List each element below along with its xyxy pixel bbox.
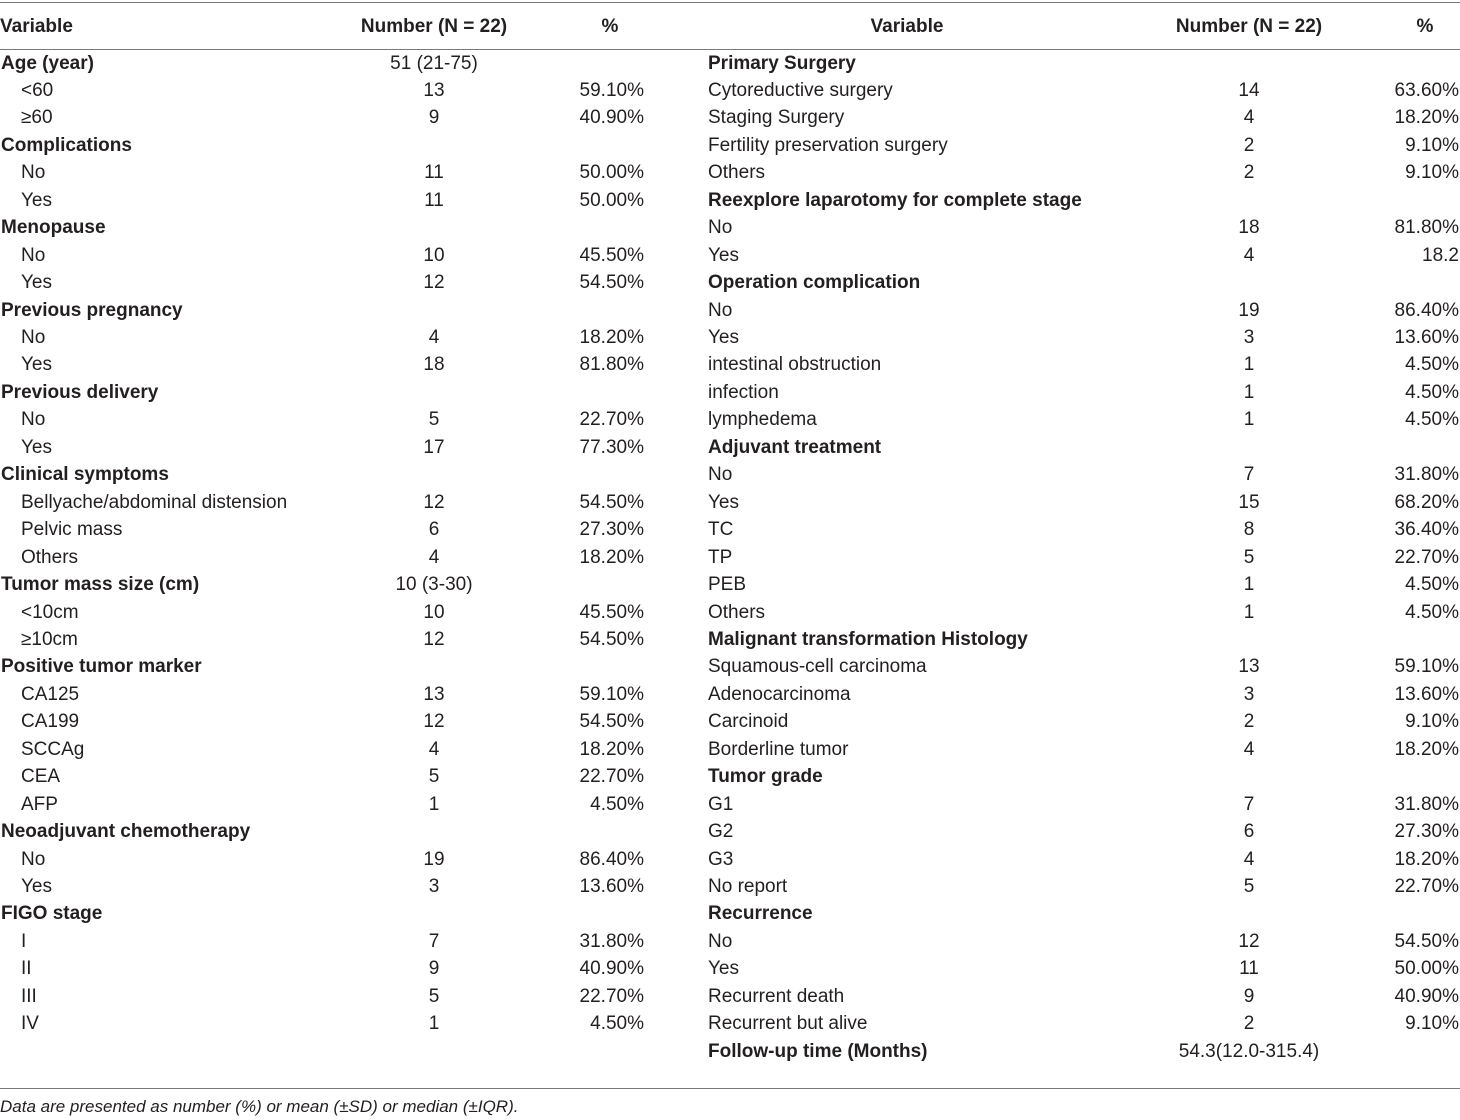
row-number: 2 <box>1243 162 1255 184</box>
row-label: TC <box>708 519 734 541</box>
row-percent: 63.60% <box>1394 79 1459 101</box>
row-percent: 18.20% <box>1394 848 1459 870</box>
row-label: No <box>708 930 733 952</box>
row-number: 4 <box>428 546 440 568</box>
row-percent: 54.50% <box>579 628 644 650</box>
header-right-variable: Variable <box>870 16 944 37</box>
row-number: 12 <box>423 711 445 733</box>
row-percent: 31.80% <box>1394 464 1459 486</box>
section-heading: Menopause <box>1 217 106 239</box>
section-heading: Follow-up time (Months) <box>708 1040 928 1062</box>
row-label: No <box>21 409 46 431</box>
row-percent: 27.30% <box>579 519 644 541</box>
row-percent: 18.2 <box>1422 244 1459 266</box>
row-label: No <box>21 848 46 870</box>
row-label: G1 <box>708 793 734 815</box>
row-label: Others <box>21 546 79 568</box>
row-number: 5 <box>428 985 440 1007</box>
row-number: 7 <box>428 930 440 952</box>
row-percent: 4.50% <box>1405 601 1459 623</box>
header-left-variable: Variable <box>0 16 73 37</box>
row-label: <60 <box>21 79 54 101</box>
row-number: 5 <box>1243 546 1255 568</box>
row-percent: 54.50% <box>579 711 644 733</box>
table-top-rule <box>0 2 1460 3</box>
row-label: CA125 <box>21 683 80 705</box>
row-percent: 13.60% <box>1394 327 1459 348</box>
row-percent: 13.60% <box>1394 683 1459 705</box>
row-number: 12 <box>423 272 445 294</box>
row-number: 11 <box>1239 958 1259 980</box>
row-number: 18 <box>1238 217 1260 239</box>
row-percent: 54.50% <box>579 272 644 294</box>
row-label: Recurrent death <box>708 985 845 1007</box>
row-label: TP <box>708 546 733 568</box>
row-label: III <box>21 985 37 1007</box>
row-label: CA199 <box>21 711 80 733</box>
row-percent: 81.80% <box>1394 217 1459 239</box>
section-heading: Tumor grade <box>708 766 823 788</box>
row-number: 5 <box>1243 876 1255 897</box>
section-heading: Clinical symptoms <box>1 464 169 486</box>
row-number: 6 <box>1243 821 1255 843</box>
row-label: infection <box>708 381 779 403</box>
row-percent: 50.00% <box>579 189 644 211</box>
row-percent: 31.80% <box>579 930 644 952</box>
row-number: 5 <box>428 766 440 788</box>
row-percent: 18.20% <box>579 546 644 568</box>
section-heading: Previous pregnancy <box>1 299 183 321</box>
row-percent: 59.10% <box>579 683 644 705</box>
row-label: SCCAg <box>21 738 85 760</box>
row-percent: 40.90% <box>1394 985 1459 1007</box>
row-label: No <box>21 244 46 266</box>
row-number: 4 <box>1243 848 1255 870</box>
section-heading: Positive tumor marker <box>1 656 202 678</box>
row-percent: 22.70% <box>1394 546 1459 568</box>
row-label: Recurrent but alive <box>708 1013 868 1035</box>
table-bottom-rule <box>0 1088 1460 1089</box>
row-percent: 59.10% <box>579 79 644 101</box>
row-number: 4 <box>1243 738 1255 760</box>
row-label: Cytoreductive surgery <box>708 79 893 101</box>
row-label: Yes <box>708 491 739 513</box>
row-label: Yes <box>21 272 52 294</box>
row-label: Yes <box>708 244 739 266</box>
row-label: No <box>708 217 733 239</box>
row-number: 1 <box>1243 354 1255 376</box>
row-percent: 86.40% <box>579 848 644 870</box>
row-number: 2 <box>1243 1013 1255 1035</box>
header-right-number: Number (N = 22) <box>1175 16 1323 37</box>
row-number: 9 <box>1243 985 1255 1007</box>
row-label: Bellyache/abdominal distension <box>21 491 288 513</box>
row-percent: 4.50% <box>1405 381 1459 403</box>
row-label: lymphedema <box>708 409 817 431</box>
section-heading: Previous delivery <box>1 381 159 403</box>
row-number: 17 <box>423 436 445 458</box>
row-number: 54.3(12.0-315.4) <box>1178 1040 1320 1062</box>
row-number: 1 <box>428 1013 440 1035</box>
row-label: Others <box>708 162 766 184</box>
row-number: 12 <box>423 628 445 650</box>
row-number: 19 <box>423 848 445 870</box>
row-number: 1 <box>1243 409 1255 431</box>
row-percent: 36.40% <box>1394 519 1459 541</box>
row-number: 13 <box>423 683 445 705</box>
row-number: 4 <box>1243 244 1255 266</box>
header-right-percent: % <box>1416 16 1434 37</box>
row-percent: 59.10% <box>1394 656 1459 678</box>
row-number: 3 <box>1243 327 1255 348</box>
row-percent: 9.10% <box>1405 711 1459 733</box>
row-label: No <box>708 464 733 486</box>
row-label: PEB <box>708 574 747 596</box>
row-label: Yes <box>21 189 52 211</box>
row-number: 4 <box>428 738 440 760</box>
row-number: 11 <box>424 189 444 211</box>
row-percent: 45.50% <box>579 601 644 623</box>
row-number: 5 <box>428 409 440 431</box>
row-percent: 22.70% <box>579 409 644 431</box>
row-percent: 68.20% <box>1394 491 1459 513</box>
row-percent: 54.50% <box>579 491 644 513</box>
row-number: 9 <box>428 107 440 129</box>
section-heading: Tumor mass size (cm) <box>1 574 200 596</box>
row-label: No <box>708 299 733 321</box>
row-number: 12 <box>1238 930 1260 952</box>
row-percent: 50.00% <box>1394 958 1459 980</box>
row-label: Pelvic mass <box>21 519 123 541</box>
row-label: I <box>21 930 27 952</box>
row-percent: 18.20% <box>1394 738 1459 760</box>
row-number: 1 <box>1243 381 1255 403</box>
row-percent: 18.20% <box>579 738 644 760</box>
row-number: 1 <box>1243 601 1255 623</box>
row-label: Borderline tumor <box>708 738 849 760</box>
row-label: Yes <box>21 436 52 458</box>
row-percent: 22.70% <box>1394 876 1459 897</box>
row-label: G2 <box>708 821 734 843</box>
row-number: 10 <box>423 601 445 623</box>
row-label: CEA <box>21 766 61 788</box>
table-footnote: Data are presented as number (%) or mean (±SD) or median (±IQR). <box>0 1097 519 1116</box>
row-number: 10 (3-30) <box>395 574 473 596</box>
row-label: ≥10cm <box>21 628 78 650</box>
header-left-percent: % <box>601 16 619 37</box>
row-label: Carcinoid <box>708 711 789 733</box>
row-label: No <box>21 162 46 184</box>
row-label: Yes <box>21 876 52 897</box>
row-number: 7 <box>1243 793 1255 815</box>
row-percent: 40.90% <box>579 107 644 129</box>
row-percent: 27.30% <box>1394 821 1459 843</box>
row-label: Fertility preservation surgery <box>708 134 948 156</box>
row-percent: 4.50% <box>1405 574 1459 596</box>
row-number: 13 <box>423 79 445 101</box>
section-heading: Complications <box>1 134 132 156</box>
row-label: No <box>21 327 46 348</box>
row-number: 4 <box>428 327 440 348</box>
row-number: 9 <box>428 958 440 980</box>
row-label: AFP <box>21 793 58 815</box>
row-label: G3 <box>708 848 734 870</box>
row-percent: 9.10% <box>1405 162 1459 184</box>
row-percent: 22.70% <box>579 766 644 788</box>
row-label: intestinal obstruction <box>708 354 882 376</box>
row-label: Yes <box>21 354 52 376</box>
row-number: 8 <box>1243 519 1255 541</box>
section-heading: Primary Surgery <box>708 52 856 74</box>
row-percent: 9.10% <box>1405 134 1459 156</box>
row-percent: 50.00% <box>579 162 644 184</box>
row-number: 15 <box>1238 491 1260 513</box>
row-number: 7 <box>1243 464 1255 486</box>
row-number: 11 <box>424 162 444 184</box>
row-number: 12 <box>423 491 445 513</box>
row-label: <10cm <box>21 601 79 623</box>
section-heading: Age (year) <box>1 52 94 74</box>
row-percent: 4.50% <box>590 1013 644 1035</box>
row-number: 6 <box>428 519 440 541</box>
row-label: Squamous-cell carcinoma <box>708 656 927 678</box>
section-heading: Adjuvant treatment <box>708 436 882 458</box>
row-percent: 81.80% <box>579 354 644 376</box>
row-number: 13 <box>1238 656 1260 678</box>
row-number: 2 <box>1243 711 1255 733</box>
row-number: 1 <box>428 793 440 815</box>
row-number: 1 <box>1243 574 1255 596</box>
row-number: 2 <box>1243 134 1255 156</box>
row-percent: 4.50% <box>1405 409 1459 431</box>
row-label: Yes <box>708 958 739 980</box>
section-heading: Malignant transformation Histology <box>708 628 1028 650</box>
section-heading: Reexplore laparotomy for complete stage <box>708 189 1082 211</box>
section-heading: Operation complication <box>708 272 921 294</box>
row-percent: 40.90% <box>579 958 644 980</box>
row-percent: 18.20% <box>579 327 644 348</box>
row-percent: 31.80% <box>1394 793 1459 815</box>
row-percent: 86.40% <box>1394 299 1459 321</box>
row-percent: 13.60% <box>579 876 644 897</box>
row-label: Yes <box>708 327 739 348</box>
row-percent: 22.70% <box>579 985 644 1007</box>
row-percent: 18.20% <box>1394 107 1459 129</box>
row-number: 3 <box>1243 683 1255 705</box>
row-percent: 77.30% <box>579 436 644 458</box>
section-heading: FIGO stage <box>1 903 103 925</box>
row-label: Adenocarcinoma <box>708 683 851 705</box>
row-label: II <box>21 958 32 980</box>
section-heading: Recurrence <box>708 903 813 925</box>
row-percent: 4.50% <box>1405 354 1459 376</box>
row-number: 19 <box>1238 299 1260 321</box>
row-number: 51 (21-75) <box>390 52 478 74</box>
row-label: No report <box>708 876 788 897</box>
row-number: 18 <box>423 354 445 376</box>
row-number: 4 <box>1243 107 1255 129</box>
section-heading: Neoadjuvant chemotherapy <box>1 821 251 843</box>
row-number: 14 <box>1238 79 1260 101</box>
row-label: Others <box>708 601 766 623</box>
row-label: Staging Surgery <box>708 107 845 129</box>
row-percent: 45.50% <box>579 244 644 266</box>
row-label: IV <box>21 1013 39 1035</box>
row-label: ≥60 <box>21 107 53 129</box>
header-left-number: Number (N = 22) <box>360 16 508 37</box>
row-percent: 54.50% <box>1394 930 1459 952</box>
row-percent: 9.10% <box>1405 1013 1459 1035</box>
row-number: 10 <box>423 244 445 266</box>
row-percent: 4.50% <box>590 793 644 815</box>
row-number: 3 <box>428 876 440 897</box>
